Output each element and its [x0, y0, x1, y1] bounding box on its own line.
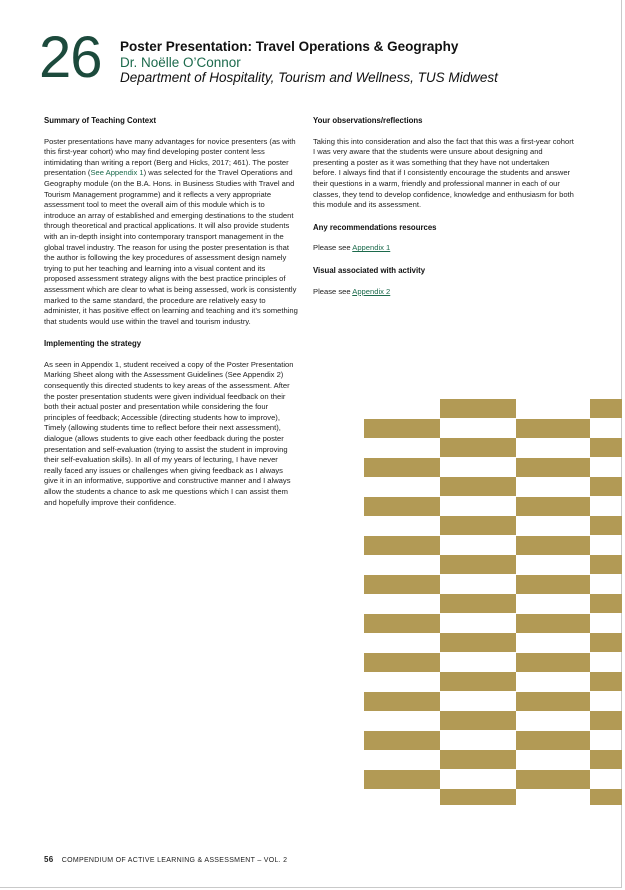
- pattern-block: [590, 399, 622, 418]
- pattern-block: [364, 692, 440, 711]
- see-appendix-1-link[interactable]: See Appendix 1: [90, 168, 144, 178]
- pattern-block: [364, 731, 440, 750]
- pattern-block: [440, 477, 516, 496]
- pattern-block: [440, 672, 516, 691]
- article-header: [120, 39, 600, 86]
- pattern-block: [364, 770, 440, 789]
- pattern-block: [364, 497, 440, 516]
- pattern-block: [516, 731, 590, 750]
- pattern-block: [590, 477, 622, 496]
- article-department: Department of Hospitality, Tourism and Wellness, TUS Midwest: [120, 70, 498, 85]
- pattern-block: [440, 399, 516, 418]
- summary-paragraph: [44, 137, 298, 328]
- left-column: [44, 116, 298, 520]
- pattern-block: [516, 575, 590, 594]
- pattern-block: [364, 575, 440, 594]
- pattern-block: [516, 770, 590, 789]
- implementing-paragraph: As seen in Appendix 1, student received a copy of the Poster Presentation Marking Sheet along with the Assessment Guidelines (See Appendix 2) consequently this directed students to key areas of the assessment. After the poster presentation students were given individual feedback on their both their actual poster and presentation while considering the four principles of feedback; Accessible (directing students how to improve), Timely (allowing students time to reflect before their next assessment), dialogue (allows students to give each other feedback during the poster presentation and self-evaluation (trying to assist the student in improving their self-evaluation skills). In all of my years of lecturing, I have never really faced any issues or challenges when giving feedback as I always give it in an informative, supportive and constructive manner and I always allow the students a chance to ask me questions which I can assist them and hopefully improve their confidence.: [44, 359, 294, 507]
- pattern-block: [590, 750, 622, 769]
- recommendations-heading: Any recommendations resources: [313, 222, 437, 232]
- pattern-block: [364, 458, 440, 477]
- pattern-block: [590, 711, 622, 730]
- visual-heading: Visual associated with activity: [313, 265, 426, 275]
- pattern-block: [590, 516, 622, 535]
- pattern-block: [590, 789, 622, 805]
- page-footer: [44, 855, 287, 864]
- visual-text: [313, 287, 575, 298]
- pattern-block: [440, 789, 516, 805]
- pattern-block: [440, 438, 516, 457]
- pattern-block: [516, 458, 590, 477]
- article-author: Dr. Noëlle O’Connor: [120, 55, 241, 70]
- pattern-block: [440, 711, 516, 730]
- recommendations-prefix: Please see: [313, 243, 353, 253]
- pattern-block: [440, 594, 516, 613]
- pattern-block: [364, 653, 440, 672]
- summary-text-a: Poster presentations have many advantages for novice presenters (as with this first-year cohort) who may find developing poster content less intimidating than writing a report (Berg and Hicks, 2017; 461). The poster presentation (: [44, 136, 296, 178]
- pattern-block: [516, 614, 590, 633]
- pattern-block: [590, 555, 622, 574]
- chapter-number: 26: [39, 25, 102, 90]
- observations-heading: Your observations/reflections: [313, 116, 423, 125]
- decorative-pattern: [364, 399, 622, 805]
- pattern-block: [590, 633, 622, 652]
- pattern-block: [590, 672, 622, 691]
- pattern-block: [590, 438, 622, 457]
- summary-heading: Summary of Teaching Context: [44, 116, 157, 125]
- pattern-block: [516, 536, 590, 555]
- visual-prefix: Please see: [313, 286, 353, 296]
- pattern-block: [590, 594, 622, 613]
- pattern-block: [440, 633, 516, 652]
- page-number: 56: [44, 855, 54, 864]
- pattern-block: [364, 419, 440, 438]
- observations-paragraph: Taking this into consideration and also the fact that this was a first-year cohort I was very aware that the students were unsure about designing and presenting a poster as it was something that they have not undertaken before. I always find that if I consistently encourage the students and answer their questions in a warm, friendly and professional manner in each of our classes, they tend to develop confidence, knowledge and enthusiasm for both this module and its assessment.: [313, 136, 574, 210]
- pattern-block: [516, 419, 590, 438]
- pattern-block: [364, 614, 440, 633]
- summary-text-b: ) was selected for the Travel Operations and Geography module (on the B.A. Hons. in Business Studies with Travel and Tourism Management programme) and it reflects a very appropriate assessment tool to meet the overall aim of this module which is to introduce an array of established and emerging destinations to the student through theoretical and practical applications. It will also provide students with an in-depth insight into contemporary transport management in the global travel industry. The reason for using the poster presentation is that the author is following the key procedures of assessment design namely trying to put her teaching and learning into a visual content and its proposed assessment strategy aligns with the best practice principles of assessment which are clear to what is being assessed, work is consistently marked to the same standard, the procedure are relatively easy to administer, it has positive effect on learning and teaching and it’s something that students would use within the travel and tourism industry.: [44, 168, 298, 326]
- appendix-1-link[interactable]: Appendix 1: [352, 243, 391, 253]
- pattern-block: [364, 536, 440, 555]
- recommendations-text: [313, 243, 575, 254]
- pattern-block: [440, 750, 516, 769]
- pattern-block: [516, 653, 590, 672]
- article-title: Poster Presentation: Travel Operations & Geography: [120, 39, 459, 54]
- pattern-block: [516, 692, 590, 711]
- pattern-block: [440, 555, 516, 574]
- right-column: [313, 116, 575, 309]
- implementing-heading: Implementing the strategy: [44, 339, 142, 349]
- appendix-2-link[interactable]: Appendix 2: [352, 286, 391, 296]
- pattern-block: [440, 516, 516, 535]
- pattern-block: [516, 497, 590, 516]
- publication-name: COMPENDIUM OF ACTIVE LEARNING & ASSESSMENT – VOL. 2: [61, 857, 288, 864]
